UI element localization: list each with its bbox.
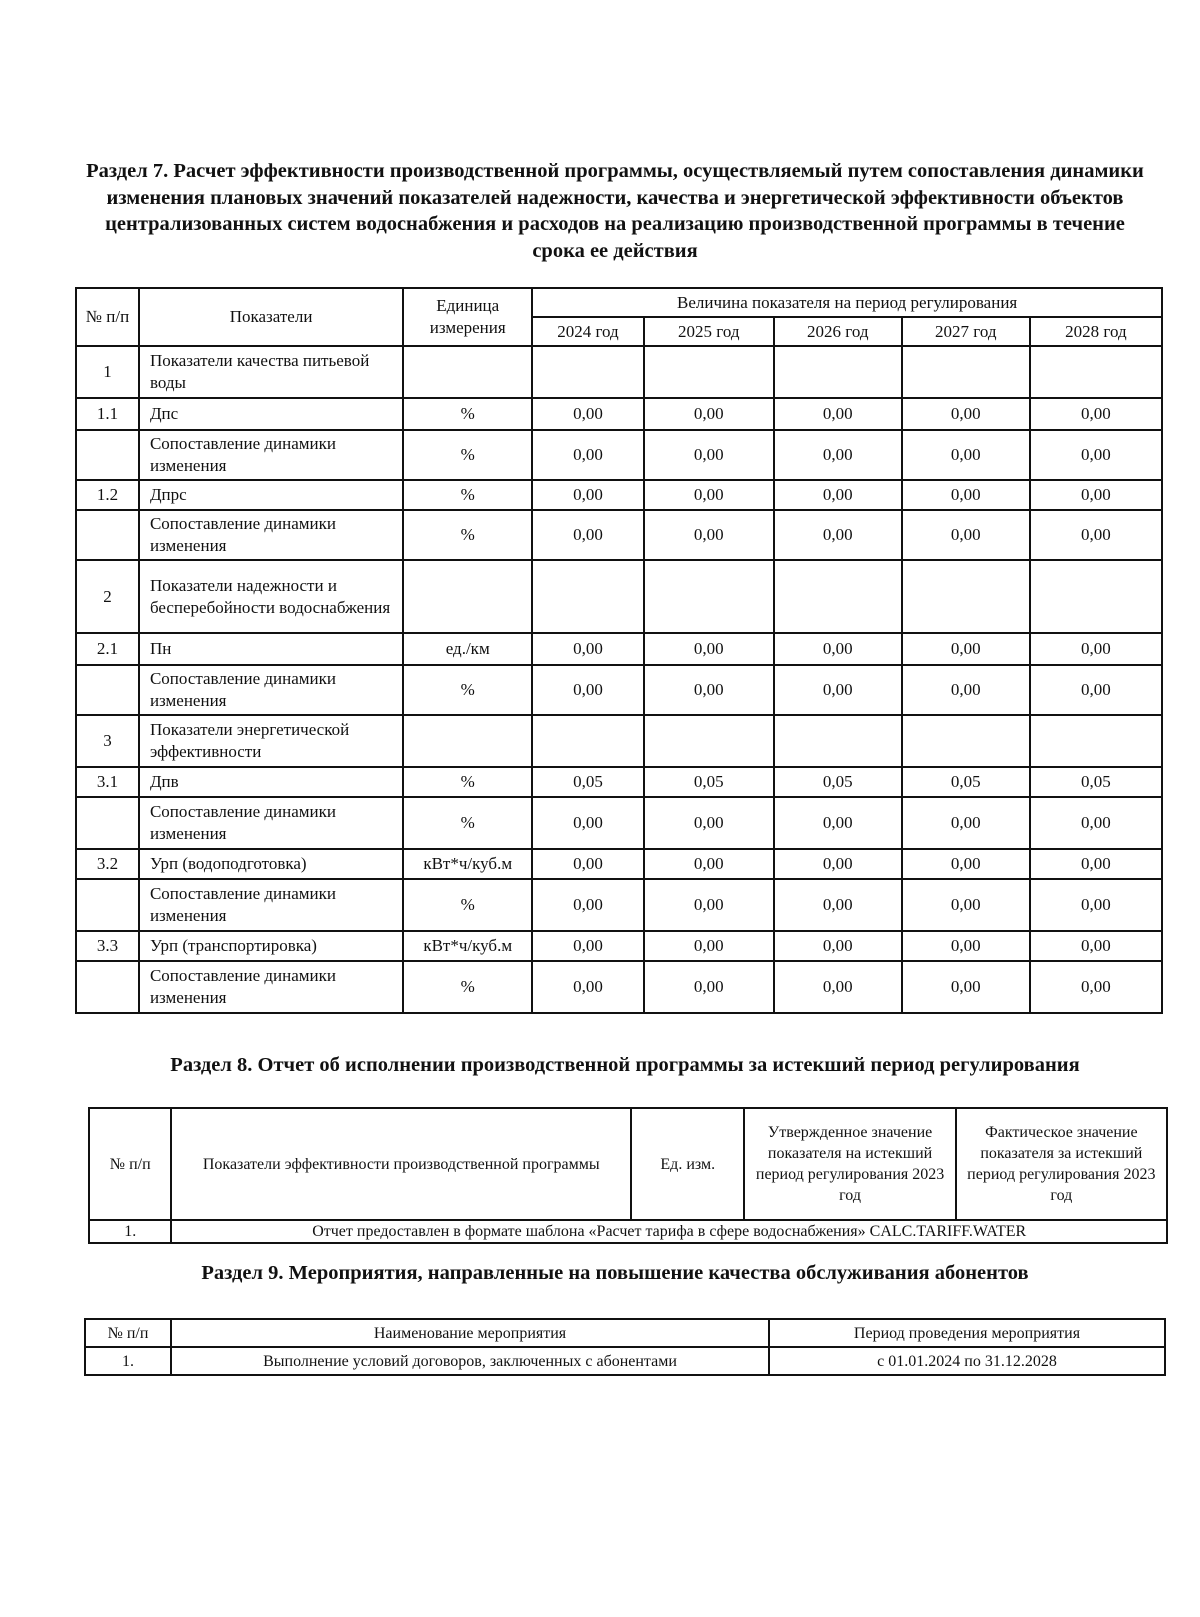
section-7-table-body [76, 346, 1162, 1013]
row-value: 0,00 [532, 398, 643, 430]
row-value: 0,00 [774, 510, 902, 560]
row-value: 0,00 [902, 961, 1030, 1013]
table-row [76, 633, 1162, 665]
col-header-indicator: Показатели эффективности производственной программы [171, 1108, 631, 1220]
row-value: 0,00 [532, 849, 643, 879]
row-value [902, 560, 1030, 633]
col-header-indicator: Показатели [139, 288, 403, 346]
row-value: 0,00 [644, 961, 774, 1013]
row-value: 0,05 [532, 767, 643, 797]
row-unit [403, 560, 532, 633]
row-value: 0,00 [1030, 961, 1162, 1013]
row-value: 0,00 [902, 398, 1030, 430]
table-row [76, 849, 1162, 879]
row-value [644, 560, 774, 633]
row-num: 3 [76, 715, 139, 767]
row-indicator: Показатели энергетической эффективности [139, 715, 403, 767]
row-num: 1. [85, 1347, 171, 1375]
row-value: 0,00 [774, 430, 902, 480]
col-header-num: № п/п [85, 1319, 171, 1347]
row-num [76, 961, 139, 1013]
row-value [532, 346, 643, 398]
section-8-table [88, 1107, 1168, 1244]
row-value: 0,00 [774, 931, 902, 961]
row-unit: % [403, 510, 532, 560]
table-row [76, 961, 1162, 1013]
row-num: 1.1 [76, 398, 139, 430]
row-indicator: Сопоставление динамики изменения [139, 879, 403, 931]
row-value: 0,00 [774, 797, 902, 849]
row-indicator: Дпв [139, 767, 403, 797]
row-value [774, 346, 902, 398]
row-unit: кВт*ч/куб.м [403, 849, 532, 879]
row-num [76, 797, 139, 849]
row-value: 0,00 [902, 430, 1030, 480]
row-value: 0,00 [902, 931, 1030, 961]
row-num: 2 [76, 560, 139, 633]
table-row [76, 715, 1162, 767]
row-value: 0,00 [644, 665, 774, 715]
row-value: 0,00 [532, 931, 643, 961]
table-row [76, 797, 1162, 849]
row-indicator: Сопоставление динамики изменения [139, 961, 403, 1013]
col-header-name: Наименование мероприятия [171, 1319, 769, 1347]
row-unit [403, 715, 532, 767]
row-value: 0,00 [644, 797, 774, 849]
row-value [1030, 346, 1162, 398]
row-indicator: Пн [139, 633, 403, 665]
row-value: 0,00 [774, 480, 902, 510]
row-indicator: Сопоставление динамики изменения [139, 797, 403, 849]
row-value: 0,00 [1030, 510, 1162, 560]
row-unit: ед./км [403, 633, 532, 665]
row-indicator: Сопоставление динамики изменения [139, 510, 403, 560]
table-row [76, 398, 1162, 430]
row-value: 0,00 [902, 510, 1030, 560]
row-unit: % [403, 665, 532, 715]
section-9-table [84, 1318, 1166, 1376]
section-7-title: Раздел 7. Расчет эффективности производственной программы, осуществляемый путем сопоставления динамики изменения плановых значений показателей надежности, качества и энергетической эффективности объектов централизованных систем водоснабжения и расходов на реализацию производственной программы в течение срока ее действия [86, 160, 1144, 262]
table-row [76, 767, 1162, 797]
row-value: 0,00 [532, 633, 643, 665]
table-row [76, 510, 1162, 560]
col-header-num: № п/п [76, 288, 139, 346]
col-header-year: 2026 год [774, 317, 902, 346]
table-row [76, 346, 1162, 398]
row-value: 0,05 [774, 767, 902, 797]
row-indicator: Показатели надежности и бесперебойности водоснабжения [139, 560, 403, 633]
col-header-unit: Ед. изм. [631, 1108, 744, 1220]
row-value: 0,00 [532, 480, 643, 510]
row-value: 0,00 [644, 633, 774, 665]
table-row [85, 1347, 1165, 1375]
row-indicator: Дпрс [139, 480, 403, 510]
section-9-header-row [85, 1319, 1165, 1347]
row-indicator: Урп (водоподготовка) [139, 849, 403, 879]
row-value: 0,00 [1030, 879, 1162, 931]
row-unit: кВт*ч/куб.м [403, 931, 532, 961]
row-value: 0,05 [1030, 767, 1162, 797]
col-header-year: 2027 год [902, 317, 1030, 346]
row-value: 0,00 [1030, 633, 1162, 665]
row-num [76, 430, 139, 480]
table-row [89, 1220, 1167, 1243]
row-value: 0,00 [774, 849, 902, 879]
row-value [532, 715, 643, 767]
row-num [76, 510, 139, 560]
row-indicator: Показатели качества питьевой воды [139, 346, 403, 398]
table-row [76, 480, 1162, 510]
row-value [532, 560, 643, 633]
row-value: 0,00 [532, 510, 643, 560]
col-header-unit: Единица измерения [403, 288, 532, 346]
row-unit: % [403, 767, 532, 797]
row-value [1030, 715, 1162, 767]
row-unit [403, 346, 532, 398]
col-header-year: 2028 год [1030, 317, 1162, 346]
row-value [1030, 560, 1162, 633]
row-indicator: Дпс [139, 398, 403, 430]
row-num [76, 879, 139, 931]
section-8-header-row [89, 1108, 1167, 1220]
row-num: 3.3 [76, 931, 139, 961]
row-value: 0,00 [774, 961, 902, 1013]
row-value: 0,00 [902, 879, 1030, 931]
row-value: 0,00 [644, 430, 774, 480]
row-value: 0,00 [902, 665, 1030, 715]
table-row [76, 560, 1162, 633]
row-value: 0,00 [1030, 398, 1162, 430]
table-row [76, 665, 1162, 715]
row-value: 0,00 [774, 398, 902, 430]
col-header-num: № п/п [89, 1108, 171, 1220]
row-value [774, 560, 902, 633]
row-value: 0,00 [532, 879, 643, 931]
row-value: 0,00 [774, 633, 902, 665]
col-header-approved: Утвержденное значение показателя на истекший период регулирования 2023 год [744, 1108, 955, 1220]
row-value: 0,05 [902, 767, 1030, 797]
row-num: 1. [89, 1220, 171, 1243]
row-value: 0,00 [644, 510, 774, 560]
row-value: 0,00 [902, 480, 1030, 510]
row-value: 0,00 [1030, 931, 1162, 961]
row-indicator: Сопоставление динамики изменения [139, 665, 403, 715]
row-value [902, 346, 1030, 398]
row-unit: % [403, 879, 532, 931]
row-unit: % [403, 480, 532, 510]
row-value [902, 715, 1030, 767]
section-7-table [75, 287, 1163, 1014]
row-value: 0,00 [644, 879, 774, 931]
row-value: 0,00 [532, 430, 643, 480]
row-indicator: Урп (транспортировка) [139, 931, 403, 961]
section-8-title: Раздел 8. Отчет об исполнении производственной программы за истекший период регулирования [170, 1054, 1080, 1076]
row-value: 0,00 [644, 849, 774, 879]
row-num: 3.1 [76, 767, 139, 797]
col-header-period: Период проведения мероприятия [769, 1319, 1165, 1347]
row-value [644, 346, 774, 398]
row-value: 0,00 [1030, 665, 1162, 715]
row-value: 0,00 [1030, 480, 1162, 510]
row-value: 0,00 [774, 879, 902, 931]
row-unit: % [403, 961, 532, 1013]
row-num: 1 [76, 346, 139, 398]
row-value: 0,00 [532, 797, 643, 849]
col-header-year: 2024 год [532, 317, 643, 346]
table-row [76, 430, 1162, 480]
activity-period: с 01.01.2024 по 31.12.2028 [769, 1347, 1165, 1375]
col-header-actual: Фактическое значение показателя за истекший период регулирования 2023 год [956, 1108, 1167, 1220]
row-value [644, 715, 774, 767]
section-9-title: Раздел 9. Мероприятия, направленные на повышение качества обслуживания абонентов [201, 1262, 1029, 1284]
row-value: 0,00 [644, 398, 774, 430]
row-unit: % [403, 398, 532, 430]
row-value: 0,00 [902, 797, 1030, 849]
section-7-table-header [76, 288, 1162, 346]
row-num: 1.2 [76, 480, 139, 510]
col-header-year: 2025 год [644, 317, 774, 346]
table-row [76, 879, 1162, 931]
row-num: 3.2 [76, 849, 139, 879]
col-header-period-group: Величина показателя на период регулирования [532, 288, 1162, 317]
row-unit: % [403, 797, 532, 849]
report-note: Отчет предоставлен в формате шаблона «Расчет тарифа в сфере водоснабжения» CALC.TARIFF.WATER [171, 1220, 1167, 1243]
row-value: 0,00 [532, 961, 643, 1013]
row-value: 0,00 [1030, 430, 1162, 480]
row-value: 0,00 [644, 931, 774, 961]
row-value: 0,00 [532, 665, 643, 715]
row-value: 0,05 [644, 767, 774, 797]
row-value: 0,00 [644, 480, 774, 510]
row-value: 0,00 [1030, 797, 1162, 849]
row-value: 0,00 [1030, 849, 1162, 879]
table-row [76, 931, 1162, 961]
row-num: 2.1 [76, 633, 139, 665]
row-value: 0,00 [774, 665, 902, 715]
row-indicator: Сопоставление динамики изменения [139, 430, 403, 480]
activity-name: Выполнение условий договоров, заключенных с абонентами [171, 1347, 769, 1375]
row-unit: % [403, 430, 532, 480]
row-value [774, 715, 902, 767]
row-value: 0,00 [902, 633, 1030, 665]
row-value: 0,00 [902, 849, 1030, 879]
row-num [76, 665, 139, 715]
